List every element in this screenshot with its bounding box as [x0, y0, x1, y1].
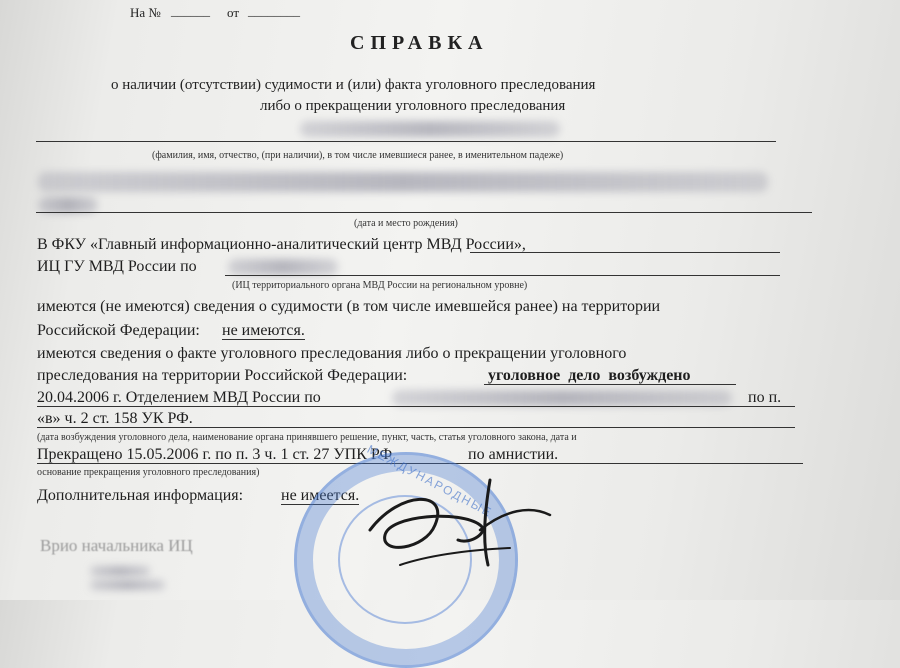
stamp-text: МЕЖДУНАРОДНЫЕ: [364, 441, 495, 521]
redacted-birth-line2: [38, 197, 98, 213]
conviction-value: не имеются.: [222, 322, 305, 339]
conviction-line1: имеются (не имеются) сведения о судимости (в том числе имевшейся ранее) на территории: [37, 298, 661, 315]
handwritten-signature: [340, 470, 560, 580]
number-blank: ______: [171, 3, 210, 18]
document-title: СПРАВКА: [350, 32, 489, 54]
prosecution-underline4: [37, 427, 795, 428]
name-underline: [36, 141, 776, 142]
addressee-line1: В ФКУ «Главный информационно-аналитический центр МВД России»,: [37, 236, 526, 253]
termination-caption: основание прекращения уголовного преследования): [37, 467, 260, 478]
subtitle-line1: о наличии (отсутствии) судимости и (или) факта уголовного преследования: [111, 77, 596, 93]
ic-org-caption: (ИЦ территориального органа МВД России на региональном уровне): [232, 280, 528, 291]
subtitle-line2: либо о прекращении уголовного преследования: [260, 98, 566, 114]
prosecution-line3: 20.04.2006 г. Отделением МВД России по: [37, 389, 321, 406]
additional-value: не имеется.: [281, 487, 360, 504]
prosecution-value-underline: [484, 384, 736, 385]
prosecution-underline3: [37, 406, 795, 407]
case-details-caption: (дата возбуждения уголовного дела, наименование органа принявшего решение, пункт, часть, статья уголовного закона, дата и: [37, 432, 577, 443]
redacted-department: [392, 390, 732, 406]
addressee-line2: ИЦ ГУ МВД России по: [37, 258, 197, 275]
from-blank: ________: [248, 3, 300, 18]
prosecution-line5-suffix: по амнистии.: [468, 446, 559, 463]
signature-title: Врио начальника ИЦ: [40, 536, 193, 555]
addressee-underline1: [470, 252, 780, 253]
prosecution-line4: «в» ч. 2 ст. 158 УК РФ.: [37, 410, 193, 427]
redacted-region: [228, 259, 338, 275]
redacted-birth-line1: [38, 172, 768, 192]
prosecution-value: уголовное дело возбуждено: [488, 367, 691, 384]
redacted-name-top: [300, 121, 560, 137]
redacted-signatory-2: [90, 580, 165, 590]
conviction-line2-prefix: Российской Федерации:: [37, 322, 200, 339]
number-label: На №: [130, 5, 161, 20]
prosecution-line1: имеются сведения о факте уголовного преследования либо о прекращении уголовного: [37, 345, 627, 362]
from-label: от: [227, 5, 240, 20]
prosecution-line3-end: по п.: [748, 389, 782, 406]
additional-prefix: Дополнительная информация:: [37, 487, 244, 504]
birth-underline: [36, 212, 812, 213]
name-caption: (фамилия, имя, отчество, (при наличии), в том числе имевшиеся ранее, в именительном падеже): [152, 150, 564, 161]
prosecution-line2-prefix: преследования на территории Российской Федерации:: [37, 367, 408, 384]
prosecution-line5: Прекращено 15.05.2006 г. по п. 3 ч. 1 ст. 27 УПК РФ: [37, 446, 393, 463]
redacted-signatory-1: [90, 566, 150, 576]
birth-caption: (дата и место рождения): [354, 218, 458, 229]
addressee-underline2: [225, 275, 780, 276]
